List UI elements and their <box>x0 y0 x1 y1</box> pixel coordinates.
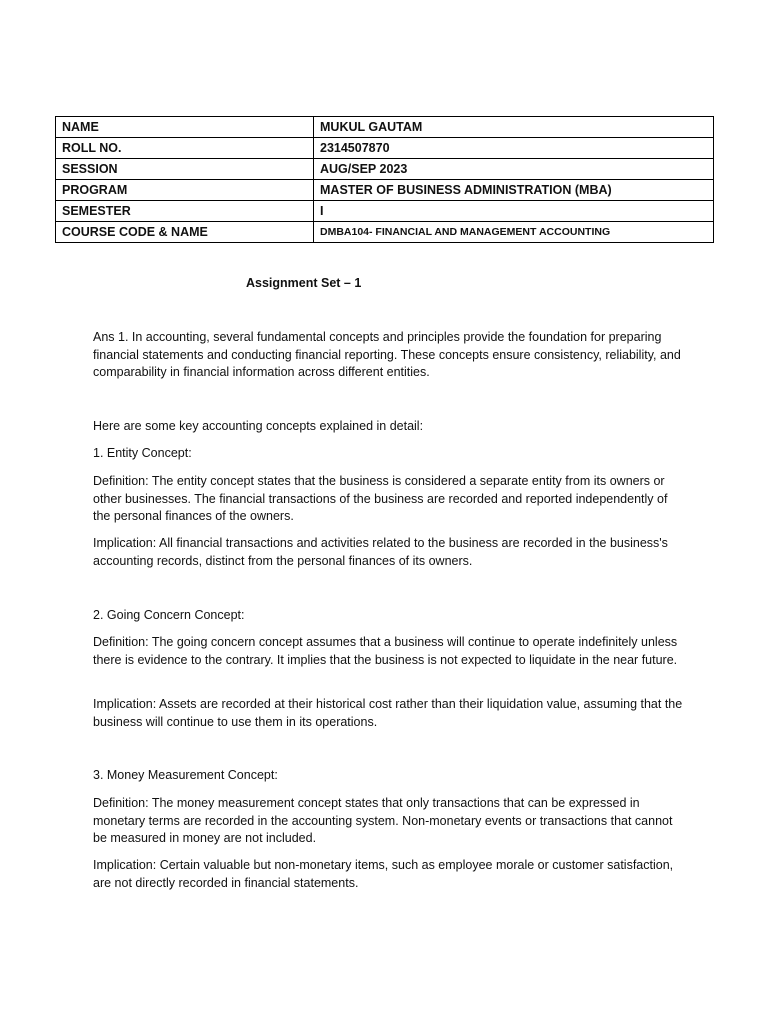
concept-definition-text: Definition: The entity concept states that the business is considered a separate entity from its owners or other businesses. The financial transactions of the business are recorded and reported independently of the personal finances of the owners. <box>93 474 668 523</box>
concept-definition-text: Definition: The money measurement concept states that only transactions that can be expressed in monetary terms are recorded in the accounting system. Non-monetary events or transactions that cannot be measured in money are not included. <box>93 796 673 845</box>
table-row <box>56 222 714 243</box>
table-row <box>56 201 714 222</box>
concept-heading-text: 2. Going Concern Concept: <box>93 608 245 622</box>
concept-definition <box>93 634 683 669</box>
name-value: MUKUL GAUTAM <box>314 117 714 138</box>
concept-implication <box>93 857 683 892</box>
concept-definition-text: Definition: The going concern concept assumes that a business will continue to operate indefinitely unless there is evidence to the contrary. It implies that the business is not expected to liquidate in the near future. <box>93 635 678 667</box>
course-label: COURSE CODE & NAME <box>56 222 314 243</box>
concept-definition <box>93 795 683 848</box>
course-value: DMBA104- FINANCIAL AND MANAGEMENT ACCOUNTING <box>314 222 714 243</box>
concept-heading <box>93 767 683 785</box>
intro-paragraph <box>93 329 683 382</box>
concept-heading-text: 1. Entity Concept: <box>93 446 192 460</box>
table-row <box>56 159 714 180</box>
concept-heading <box>93 607 683 625</box>
session-label: SESSION <box>56 159 314 180</box>
table-row <box>56 180 714 201</box>
concept-implication <box>93 535 683 570</box>
assignment-title: Assignment Set – 1 <box>246 276 362 290</box>
semester-value: I <box>314 201 714 222</box>
concept-implication <box>93 696 683 731</box>
session-value: AUG/SEP 2023 <box>314 159 714 180</box>
lead-text: Here are some key accounting concepts explained in detail: <box>93 419 424 433</box>
program-value: MASTER OF BUSINESS ADMINISTRATION (MBA) <box>314 180 714 201</box>
table-row <box>56 117 714 138</box>
program-label: PROGRAM <box>56 180 314 201</box>
concept-implication-text: Implication: Certain valuable but non-monetary items, such as employee morale or customer satisfaction, are not directly recorded in financial statements. <box>93 858 674 890</box>
student-info-table <box>55 116 714 243</box>
name-label: NAME <box>56 117 314 138</box>
table-row <box>56 138 714 159</box>
concept-implication-text: Implication: All financial transactions and activities related to the business are recorded in the business's accounting records, distinct from the personal finances of its owners. <box>93 536 668 568</box>
roll-no-label: ROLL NO. <box>56 138 314 159</box>
intro-text: Ans 1. In accounting, several fundamental concepts and principles provide the foundation for preparing financial statements and conducting financial reporting. These concepts ensure consistency, reliability, and comparability in financial information across different entities. <box>93 330 681 379</box>
concept-definition <box>93 473 683 526</box>
semester-label: SEMESTER <box>56 201 314 222</box>
roll-no-value: 2314507870 <box>314 138 714 159</box>
concept-heading-text: 3. Money Measurement Concept: <box>93 768 278 782</box>
lead-paragraph <box>93 418 683 436</box>
concept-implication-text: Implication: Assets are recorded at their historical cost rather than their liquidation value, assuming that the business will continue to use them in its operations. <box>93 697 683 729</box>
concept-heading <box>93 445 683 463</box>
